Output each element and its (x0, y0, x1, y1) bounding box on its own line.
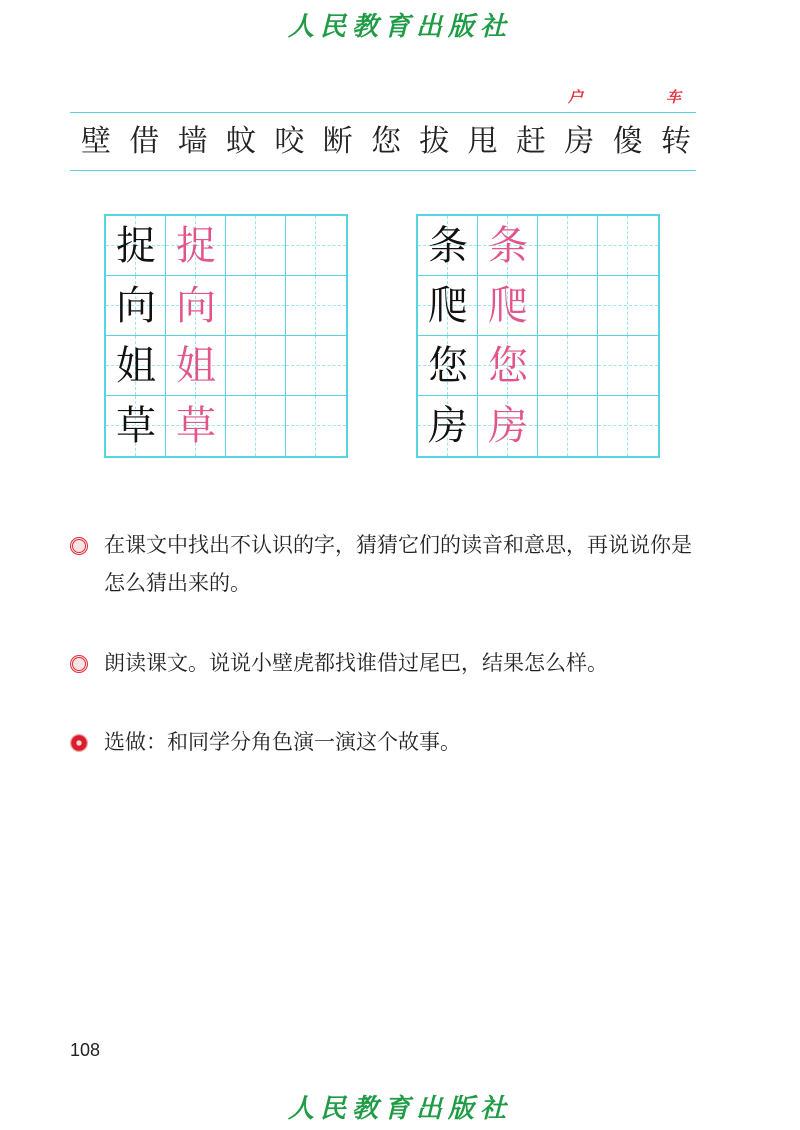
writing-grid-right (416, 214, 660, 458)
model-char: 您 (428, 343, 468, 389)
strip-char: 借 (129, 124, 160, 159)
grid-row (106, 276, 346, 336)
publisher-footer: 人民教育出版社 (287, 1094, 512, 1124)
model-char: 姐 (116, 343, 156, 389)
word-strip (70, 84, 696, 174)
grid-row (106, 216, 346, 276)
model-char: 向 (116, 283, 156, 329)
grid-cell-blank (538, 396, 598, 456)
grid-cell (166, 276, 226, 336)
instruction-item (70, 644, 710, 682)
grid-cell-blank (598, 216, 658, 276)
trace-char: 草 (176, 403, 216, 449)
strip-char: 房 (564, 124, 595, 159)
grid-cell (106, 216, 166, 276)
radical-hint: 户 (568, 88, 584, 106)
strip-char: 墙 (177, 124, 208, 159)
trace-char: 向 (176, 283, 216, 329)
grid-row (418, 396, 658, 456)
grid-cell (106, 396, 166, 456)
strip-char: 甩 (467, 124, 498, 159)
grid-cell (478, 216, 538, 276)
grid-row (418, 216, 658, 276)
strip-char: 断 (322, 124, 353, 159)
strip-line-bottom (70, 170, 696, 171)
grid-cell (106, 336, 166, 396)
writing-grid-left (104, 214, 348, 458)
grid-cell (418, 396, 478, 456)
grid-cell (106, 276, 166, 336)
grid-cell-blank (538, 276, 598, 336)
grid-cell-blank (286, 336, 346, 396)
radical-hint: 车 (666, 88, 682, 106)
grid-cell-blank (226, 216, 286, 276)
grid-cell-blank (598, 276, 658, 336)
publisher-header: 人民教育出版社 (287, 12, 512, 42)
model-char: 草 (116, 403, 156, 449)
seal-icon-filled (70, 734, 88, 752)
seal-icon (70, 537, 88, 555)
grid-cell-blank (598, 336, 658, 396)
grid-cell-blank (286, 276, 346, 336)
trace-char: 捉 (176, 223, 216, 269)
grid-cell-blank (538, 336, 598, 396)
grid-row (418, 276, 658, 336)
grid-cell-blank (286, 396, 346, 456)
strip-char: 傻 (612, 124, 643, 159)
strip-char: 您 (370, 124, 401, 159)
grid-cell-blank (286, 216, 346, 276)
grid-cell (418, 336, 478, 396)
grid-row (418, 336, 658, 396)
trace-char: 姐 (176, 343, 216, 389)
grid-row (106, 396, 346, 456)
strip-line-top (70, 112, 696, 113)
instruction-text: 选做：和同学分角色演一演这个故事。 (104, 730, 461, 754)
trace-char: 房 (488, 403, 528, 449)
page-number: 108 (70, 1040, 101, 1060)
grid-cell-blank (598, 396, 658, 456)
instruction-text: 朗读课文。说说小壁虎都找谁借过尾巴，结果怎么样。 (104, 651, 608, 675)
strip-characters (76, 122, 696, 162)
instruction-item (70, 526, 710, 602)
model-char: 爬 (428, 283, 468, 329)
model-char: 房 (428, 403, 468, 449)
grid-cell (166, 216, 226, 276)
grid-cell-blank (226, 276, 286, 336)
strip-char: 赶 (515, 124, 546, 159)
grid-cell (166, 396, 226, 456)
grid-cell-blank (538, 216, 598, 276)
strip-char: 壁 (81, 124, 111, 159)
instruction-text: 在课文中找出不认识的字，猜猜它们的读音和意思，再说说你是怎么猜出来的。 (104, 533, 692, 595)
trace-char: 爬 (488, 283, 528, 329)
seal-icon (70, 655, 88, 673)
strip-char: 蚊 (225, 124, 256, 159)
grid-cell (478, 276, 538, 336)
strip-char: 拔 (419, 124, 450, 159)
grid-cell (418, 276, 478, 336)
trace-char: 您 (488, 343, 528, 389)
grid-cell-blank (226, 396, 286, 456)
grid-row (106, 336, 346, 396)
model-char: 捉 (116, 223, 156, 269)
model-char: 条 (428, 223, 468, 269)
trace-char: 条 (488, 223, 528, 269)
grid-cell (166, 336, 226, 396)
strip-char: 转 (660, 124, 691, 159)
strip-char: 咬 (274, 124, 305, 159)
grid-cell-blank (226, 336, 286, 396)
grid-cell (478, 336, 538, 396)
instruction-item (70, 723, 710, 761)
grid-cell (418, 216, 478, 276)
grid-cell (478, 396, 538, 456)
